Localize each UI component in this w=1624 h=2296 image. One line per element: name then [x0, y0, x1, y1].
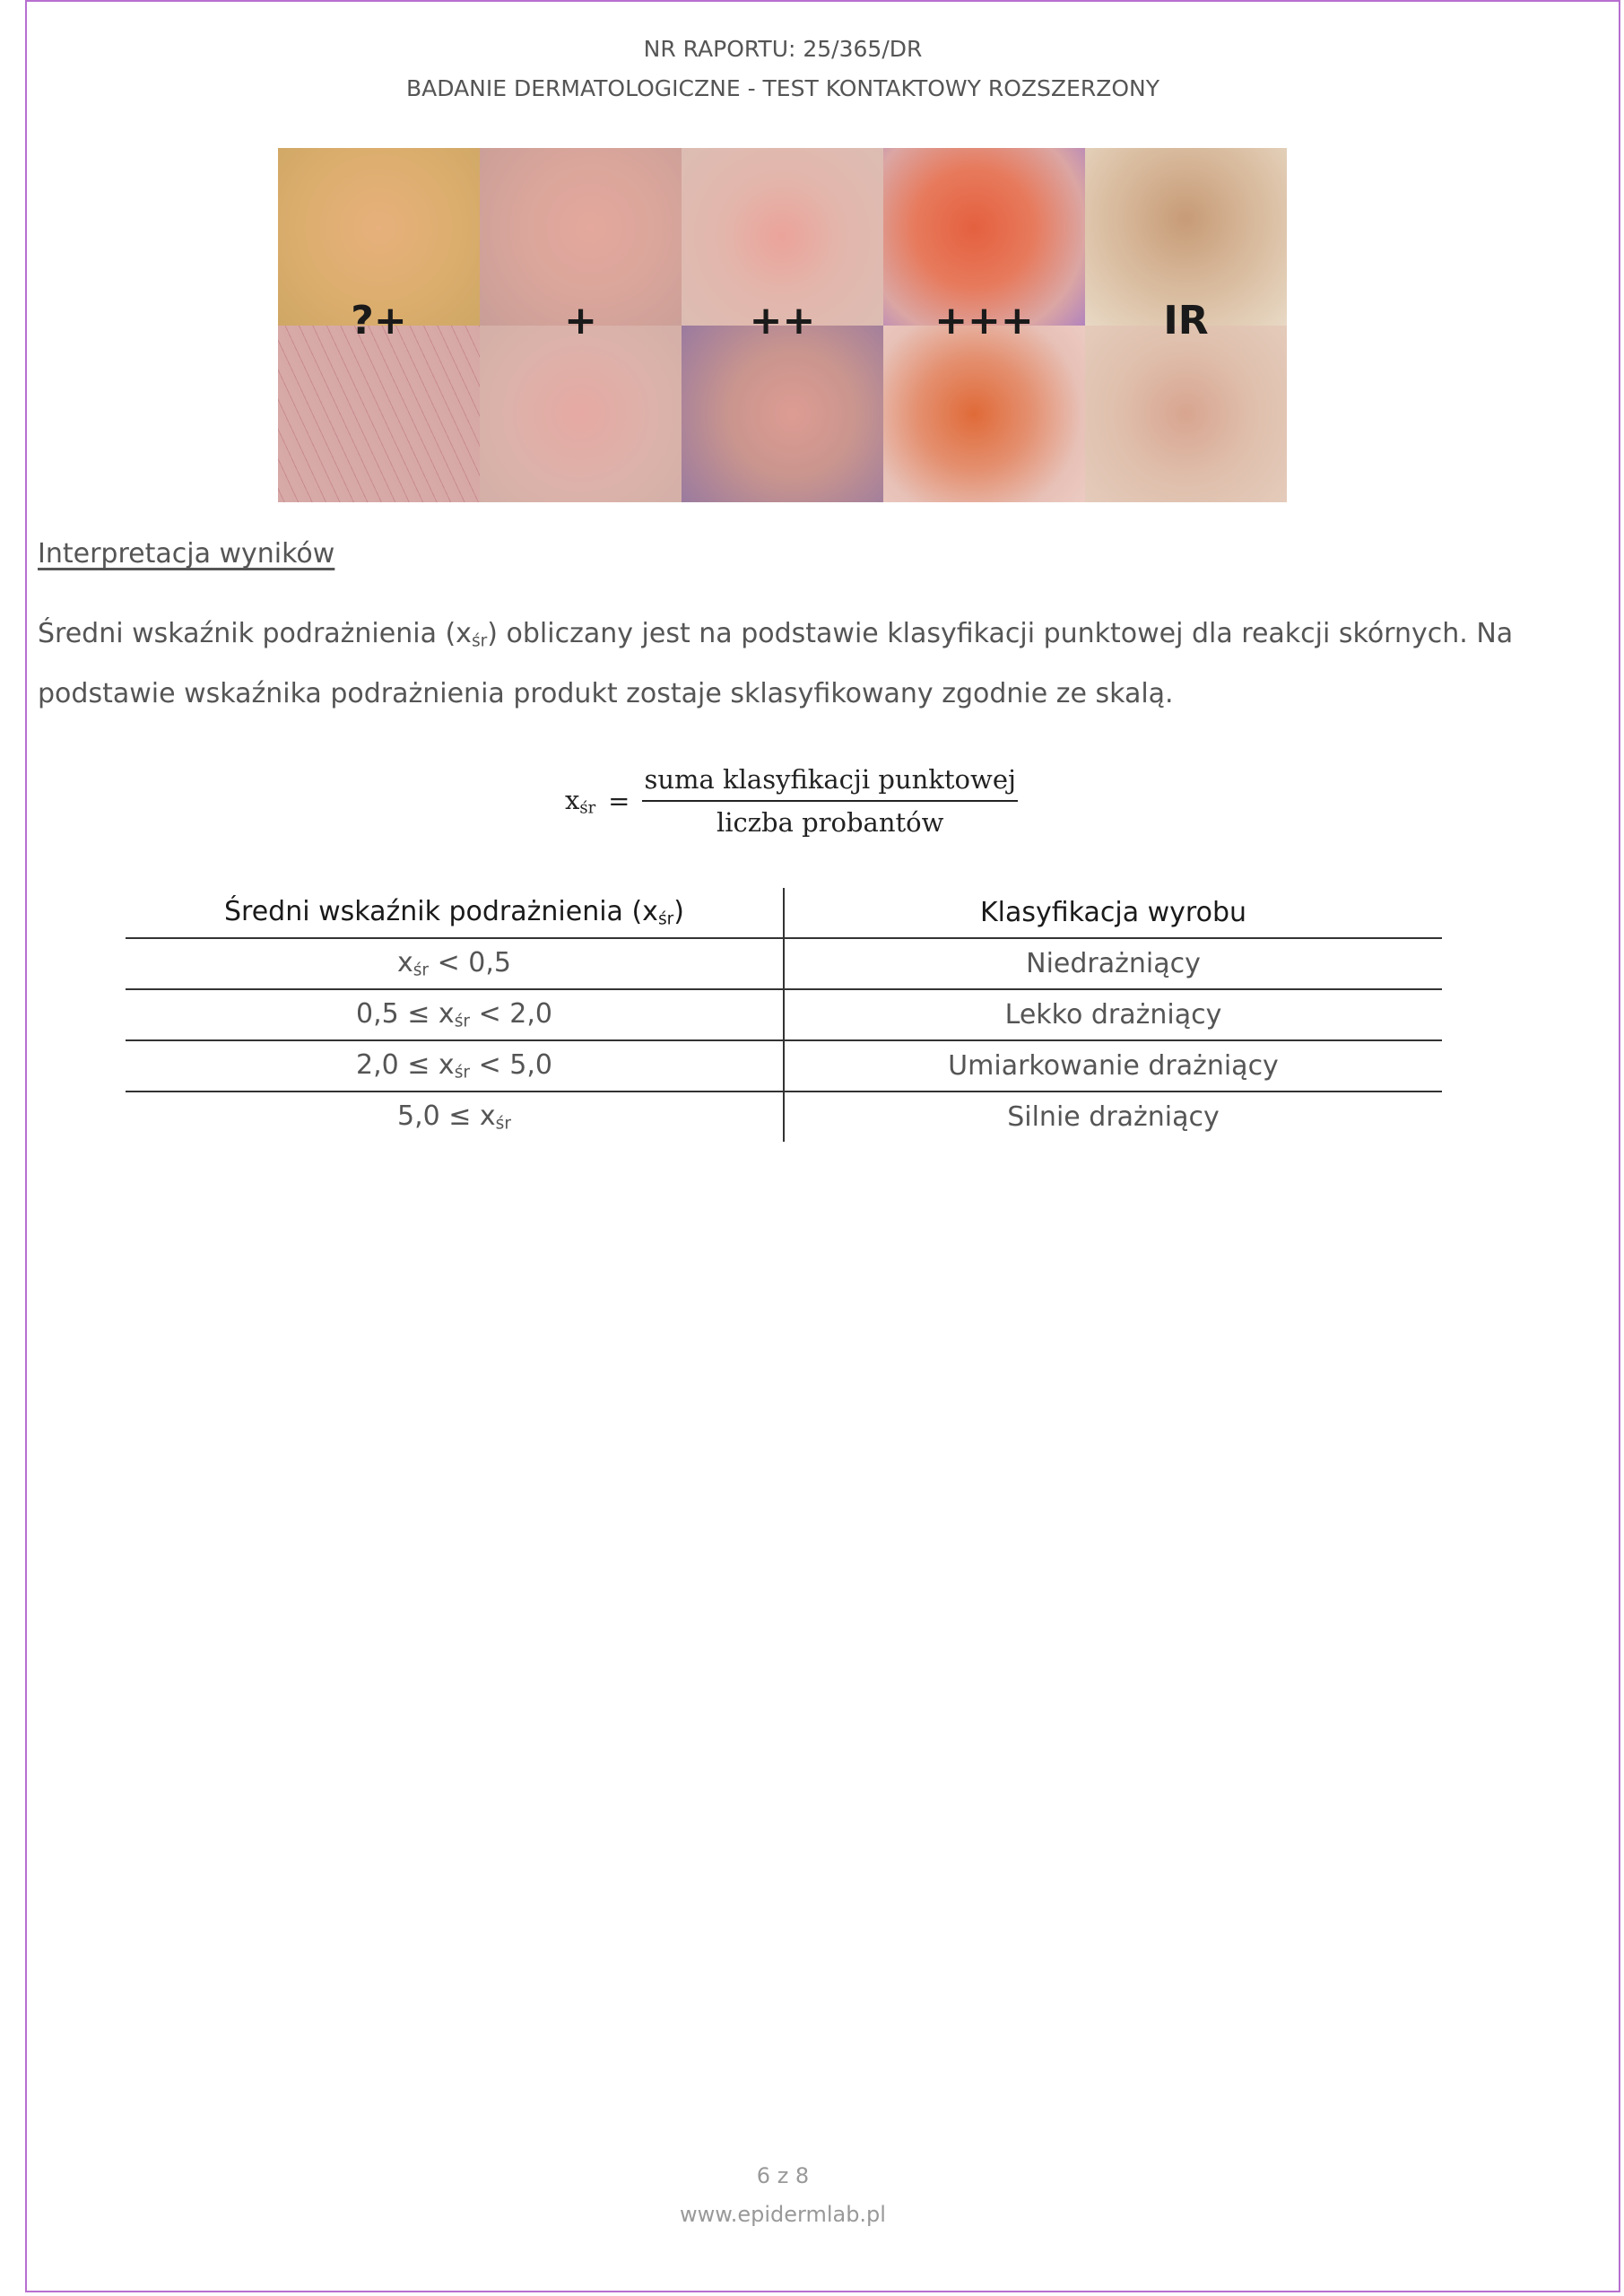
header-col1-subscript: śr — [657, 909, 674, 929]
photo-cell-questionable — [278, 148, 480, 344]
table-row — [126, 1040, 1442, 1091]
table-row — [126, 1091, 1442, 1142]
range-subscript: śr — [495, 1114, 512, 1134]
photo-cell-strong — [682, 148, 883, 344]
irritation-index-formula — [565, 761, 1018, 841]
header-irritation-index — [126, 888, 784, 938]
range-subscript: śr — [454, 1012, 471, 1031]
classification-table — [126, 888, 1442, 1142]
patch-test-reaction-photo — [278, 148, 1287, 502]
photo-cell-bottom-2 — [480, 326, 682, 503]
table-row — [126, 938, 1442, 989]
formula-numerator: suma klasyfikacji punktowej — [642, 764, 1017, 802]
photo-cell-weak — [480, 148, 682, 344]
range-post: < 0,5 — [429, 947, 512, 979]
header-col1-close: ) — [673, 896, 684, 928]
reaction-label-strong: ++ — [749, 297, 816, 344]
reaction-label-extreme: +++ — [934, 297, 1034, 344]
formula-fraction — [642, 764, 1017, 838]
formula-lhs-symbol: x — [565, 784, 580, 815]
paragraph-text-end: ) obliczany jest na podstawie klasyfikacji punktowej dla reakcji skórnych. Na podstawie wskaźnika podrażnienia produkt zostaje sklasyfikowany zgodnie ze skalą. — [38, 618, 1514, 709]
photo-cell-bottom-5 — [1085, 326, 1287, 503]
classification-cell: Umiarkowanie drażniący — [784, 1040, 1442, 1091]
range-subscript: śr — [454, 1063, 471, 1083]
formula-equals: = — [608, 786, 630, 816]
classification-cell: Lekko drażniący — [784, 989, 1442, 1040]
range-pre: 0,5 ≤ x — [356, 998, 455, 1031]
reaction-label-irritant: IR — [1163, 297, 1209, 344]
section-title: Interpretacja wyników — [38, 538, 335, 570]
range-cell — [126, 1040, 784, 1091]
classification-cell: Niedrażniący — [784, 938, 1442, 989]
range-pre: 5,0 ≤ x — [396, 1100, 496, 1133]
range-pre: x — [396, 947, 413, 979]
range-cell — [126, 989, 784, 1040]
photo-cell-extreme — [883, 148, 1085, 344]
report-title: BADANIE DERMATOLOGICZNE - TEST KONTAKTOWY ROZSZERZONY — [406, 75, 1159, 101]
classification-cell: Silnie drażniący — [1007, 1101, 1220, 1133]
range-cell — [126, 938, 784, 989]
photo-cell-bottom-1 — [278, 326, 480, 503]
range-subscript: śr — [413, 961, 430, 980]
website-link[interactable]: www.epidermlab.pl — [680, 2202, 886, 2227]
header-col1-text: Średni wskaźnik podrażnienia (x — [223, 896, 658, 928]
paragraph-subscript: śr — [471, 631, 488, 651]
reaction-label-weak: + — [564, 297, 597, 344]
range-cell — [126, 1091, 784, 1142]
photo-cell-bottom-4 — [883, 326, 1085, 503]
report-number: NR RAPORTU: 25/365/DR — [643, 36, 923, 62]
formula-lhs-subscript: śr — [579, 798, 596, 818]
range-post: < 5,0 — [470, 1049, 552, 1082]
page-number: 6 z 8 — [756, 2163, 810, 2188]
photo-cell-bottom-3 — [682, 326, 883, 503]
table-row — [126, 989, 1442, 1040]
range-pre: 2,0 ≤ x — [356, 1049, 455, 1082]
formula-denominator: liczba probantów — [716, 807, 944, 838]
header-product-classification: Klasyfikacja wyrobu — [784, 888, 1442, 938]
range-post: < 2,0 — [470, 998, 552, 1031]
formula-lhs — [565, 785, 595, 817]
paragraph-text-start: Średni wskaźnik podrażnienia (x — [38, 618, 472, 649]
photo-cell-irritant — [1085, 148, 1287, 344]
table-header-row — [126, 888, 1442, 938]
reaction-label-questionable: ?+ — [351, 297, 407, 344]
interpretation-paragraph — [38, 608, 1571, 720]
